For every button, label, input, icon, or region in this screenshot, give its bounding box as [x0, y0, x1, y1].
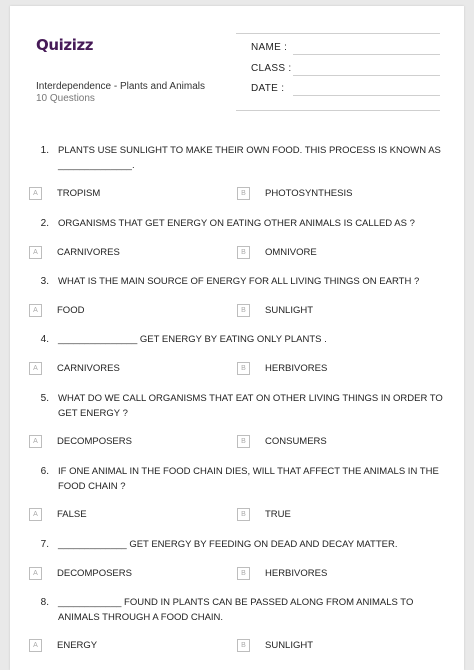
- question-number: 2.: [40, 218, 49, 229]
- option-b-text: SUNLIGHT: [265, 305, 314, 316]
- option-a-text: FALSE: [57, 509, 87, 520]
- question-text: PLANTS USE SUNLIGHT TO MAKE THEIR OWN FOOD. THIS PROCESS IS KNOWN AS ______________.: [58, 145, 441, 171]
- option-b-text: OMNIVORE: [265, 247, 317, 258]
- question-text: ____________ FOUND IN PLANTS CAN BE PASSED ALONG FROM ANIMALS TO ANIMALS THROUGH A FOOD CHAIN.: [58, 597, 414, 623]
- worksheet-title: Interdependence - Plants and Animals: [36, 81, 205, 92]
- option-a-text: DECOMPOSERS: [57, 436, 132, 447]
- question-number: 7.: [40, 539, 49, 550]
- option-a-text: DECOMPOSERS: [57, 568, 132, 579]
- question-count: 10 Questions: [36, 93, 95, 104]
- question-text: WHAT DO WE CALL ORGANISMS THAT EAT ON OTHER LIVING THINGS IN ORDER TO GET ENERGY ?: [58, 393, 443, 419]
- class-field[interactable]: [293, 75, 440, 76]
- option-b-text: HERBIVORES: [265, 568, 328, 579]
- header-divider-top: [236, 33, 440, 34]
- question-text: _______________ GET ENERGY BY EATING ONLY PLANTS .: [58, 334, 327, 345]
- worksheet-page: [10, 6, 464, 670]
- option-b-text: HERBIVORES: [265, 363, 328, 374]
- name-label: NAME :: [251, 42, 288, 53]
- header-divider-bottom: [236, 110, 440, 111]
- option-a-box[interactable]: A: [29, 435, 42, 448]
- option-a-box[interactable]: A: [29, 246, 42, 259]
- option-b-text: PHOTOSYNTHESIS: [265, 188, 353, 199]
- option-a-text: CARNIVORES: [57, 363, 120, 374]
- quizizz-logo: Quizizz: [36, 36, 94, 54]
- option-a-text: ENERGY: [57, 640, 98, 651]
- name-field[interactable]: [293, 54, 440, 55]
- question-text: _____________ GET ENERGY BY FEEDING ON DEAD AND DECAY MATTER.: [58, 539, 398, 550]
- option-a-box[interactable]: A: [29, 304, 42, 317]
- option-a-box[interactable]: A: [29, 567, 42, 580]
- option-b-box[interactable]: B: [237, 567, 250, 580]
- option-a-box[interactable]: A: [29, 362, 42, 375]
- option-b-text: TRUE: [265, 509, 291, 520]
- question-number: 6.: [40, 466, 49, 477]
- question-number: 8.: [40, 597, 49, 608]
- option-b-box[interactable]: B: [237, 639, 250, 652]
- question-number: 5.: [40, 393, 49, 404]
- option-a-text: CARNIVORES: [57, 247, 120, 258]
- option-a-box[interactable]: A: [29, 508, 42, 521]
- class-label: CLASS :: [251, 63, 292, 74]
- question-text: ORGANISMS THAT GET ENERGY ON EATING OTHER ANIMALS IS CALLED AS ?: [58, 218, 415, 229]
- option-b-box[interactable]: B: [237, 508, 250, 521]
- option-a-text: TROPISM: [57, 188, 101, 199]
- option-b-text: SUNLIGHT: [265, 640, 314, 651]
- option-b-text: CONSUMERS: [265, 436, 327, 447]
- question-text: WHAT IS THE MAIN SOURCE OF ENERGY FOR ALL LIVING THINGS ON EARTH ?: [58, 276, 420, 287]
- option-b-box[interactable]: B: [237, 246, 250, 259]
- option-b-box[interactable]: B: [237, 362, 250, 375]
- question-number: 1.: [40, 145, 49, 156]
- option-a-text: FOOD: [57, 305, 85, 316]
- option-b-box[interactable]: B: [237, 304, 250, 317]
- question-number: 3.: [40, 276, 49, 287]
- option-a-box[interactable]: A: [29, 187, 42, 200]
- date-label: DATE :: [251, 83, 285, 94]
- question-text: IF ONE ANIMAL IN THE FOOD CHAIN DIES, WILL THAT AFFECT THE ANIMALS IN THE FOOD CHAIN ?: [58, 466, 439, 492]
- question-number: 4.: [40, 334, 49, 345]
- option-b-box[interactable]: B: [237, 187, 250, 200]
- date-field[interactable]: [293, 95, 440, 96]
- option-a-box[interactable]: A: [29, 639, 42, 652]
- option-b-box[interactable]: B: [237, 435, 250, 448]
